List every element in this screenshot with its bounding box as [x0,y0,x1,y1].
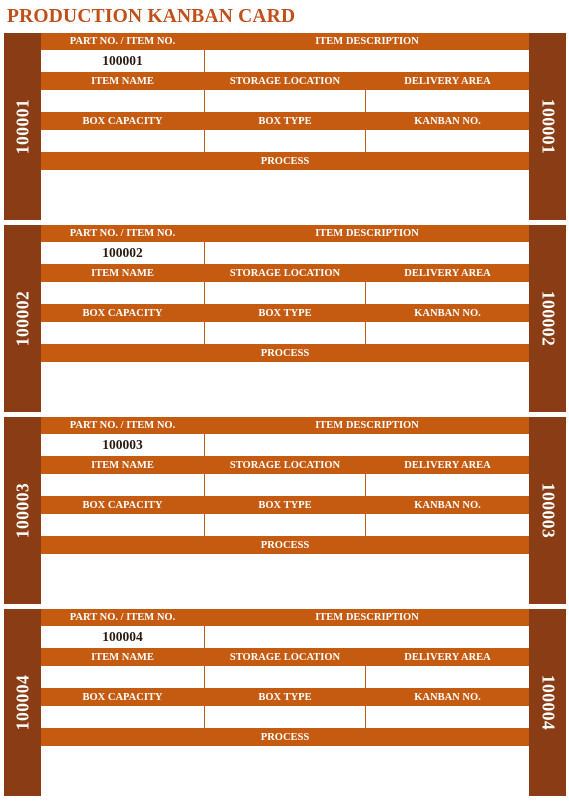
process-field[interactable] [41,362,529,412]
storage-location-label: STORAGE LOCATION [204,73,365,90]
card-id-side-right [529,609,566,796]
storage-location-label: STORAGE LOCATION [204,265,365,282]
box-capacity-field[interactable] [41,322,204,345]
card-id-side-left [4,417,41,604]
box-type-field[interactable] [204,514,365,537]
item-name-label: ITEM NAME [41,265,204,282]
box-type-label: BOX TYPE [204,113,365,130]
delivery-area-field[interactable] [365,666,529,689]
card-body [41,33,529,220]
box-type-label: BOX TYPE [204,689,365,706]
card-id-left: 100001 [12,98,32,155]
part-no-label: PART NO. / ITEM NO. [41,225,204,242]
card-body [41,609,529,796]
part-no-label: PART NO. / ITEM NO. [41,417,204,434]
process-field[interactable] [41,746,529,796]
item-description-label: ITEM DESCRIPTION [204,417,529,434]
box-capacity-label: BOX CAPACITY [41,113,204,130]
process-field[interactable] [41,554,529,604]
kanban-no-label: KANBAN NO. [365,305,529,322]
page-title: PRODUCTION KANBAN CARD [7,6,296,27]
delivery-area-field[interactable] [365,90,529,113]
card-id-side-right [529,417,566,604]
kanban-card [4,417,566,604]
part-no-label: PART NO. / ITEM NO. [41,33,204,50]
box-type-field[interactable] [204,130,365,153]
item-name-field[interactable] [41,90,204,113]
storage-location-field[interactable] [204,282,365,305]
storage-location-field[interactable] [204,666,365,689]
card-id-side-right [529,33,566,220]
kanban-no-label: KANBAN NO. [365,113,529,130]
card-id-side-left [4,609,41,796]
storage-location-label: STORAGE LOCATION [204,457,365,474]
box-type-label: BOX TYPE [204,305,365,322]
part-no-label: PART NO. / ITEM NO. [41,609,204,626]
process-label: PROCESS [41,537,529,554]
kanban-card [4,225,566,412]
kanban-no-label: KANBAN NO. [365,497,529,514]
item-name-label: ITEM NAME [41,649,204,666]
kanban-no-field[interactable] [365,322,529,345]
kanban-card [4,33,566,220]
kanban-no-label: KANBAN NO. [365,689,529,706]
card-id-left: 100004 [12,674,32,731]
item-description-label: ITEM DESCRIPTION [204,225,529,242]
delivery-area-label: DELIVERY AREA [365,649,529,666]
part-no-value[interactable]: 100001 [41,50,204,73]
item-name-label: ITEM NAME [41,457,204,474]
card-body [41,417,529,604]
box-capacity-field[interactable] [41,706,204,729]
process-field[interactable] [41,170,529,220]
card-id-left: 100003 [12,482,32,539]
kanban-card [4,609,566,796]
box-capacity-field[interactable] [41,514,204,537]
item-description-field[interactable] [204,434,529,457]
card-id-side-left [4,225,41,412]
delivery-area-label: DELIVERY AREA [365,265,529,282]
item-description-field[interactable] [204,242,529,265]
process-label: PROCESS [41,153,529,170]
item-name-field[interactable] [41,474,204,497]
part-no-value[interactable]: 100002 [41,242,204,265]
card-id-right: 100004 [538,674,558,731]
process-label: PROCESS [41,729,529,746]
card-id-side-left [4,33,41,220]
kanban-no-field[interactable] [365,514,529,537]
box-type-field[interactable] [204,706,365,729]
item-description-label: ITEM DESCRIPTION [204,33,529,50]
item-description-field[interactable] [204,626,529,649]
box-type-field[interactable] [204,322,365,345]
part-no-value[interactable]: 100004 [41,626,204,649]
storage-location-label: STORAGE LOCATION [204,649,365,666]
item-description-field[interactable] [204,50,529,73]
card-id-right: 100003 [538,482,558,539]
box-capacity-field[interactable] [41,130,204,153]
box-capacity-label: BOX CAPACITY [41,305,204,322]
card-id-side-right [529,225,566,412]
storage-location-field[interactable] [204,474,365,497]
delivery-area-field[interactable] [365,282,529,305]
kanban-no-field[interactable] [365,130,529,153]
card-body [41,225,529,412]
box-capacity-label: BOX CAPACITY [41,497,204,514]
delivery-area-label: DELIVERY AREA [365,457,529,474]
item-name-label: ITEM NAME [41,73,204,90]
delivery-area-field[interactable] [365,474,529,497]
box-capacity-label: BOX CAPACITY [41,689,204,706]
kanban-no-field[interactable] [365,706,529,729]
item-name-field[interactable] [41,282,204,305]
card-id-right: 100001 [538,98,558,155]
item-name-field[interactable] [41,666,204,689]
card-id-left: 100002 [12,290,32,347]
card-id-right: 100002 [538,290,558,347]
process-label: PROCESS [41,345,529,362]
storage-location-field[interactable] [204,90,365,113]
part-no-value[interactable]: 100003 [41,434,204,457]
box-type-label: BOX TYPE [204,497,365,514]
delivery-area-label: DELIVERY AREA [365,73,529,90]
item-description-label: ITEM DESCRIPTION [204,609,529,626]
